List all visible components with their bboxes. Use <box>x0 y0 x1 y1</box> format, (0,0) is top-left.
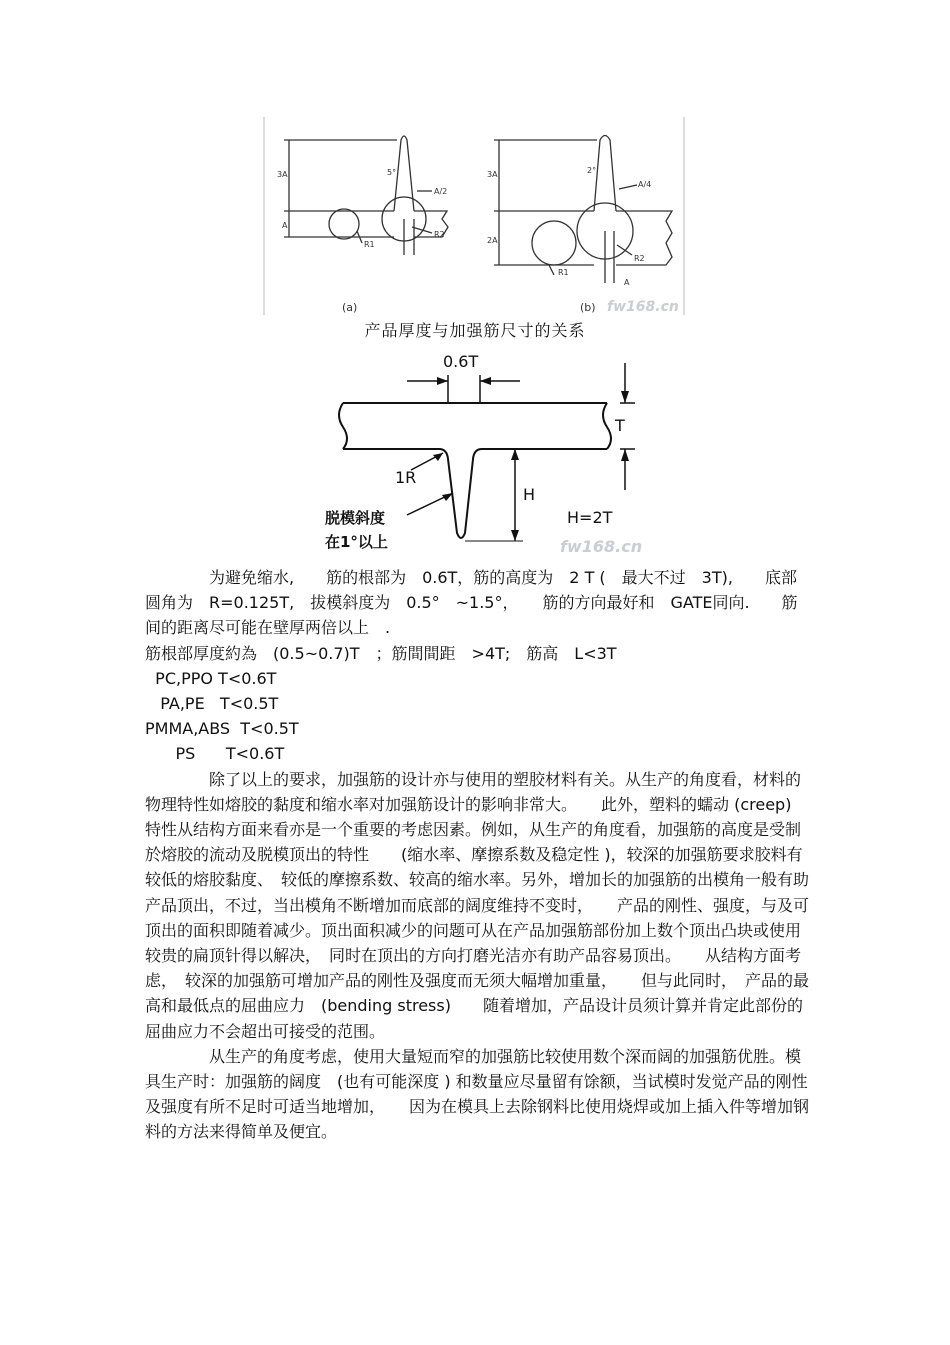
a-top-radius-label: A/2 <box>434 187 448 196</box>
draft-label-line2: 在1°以上 <box>325 533 388 551</box>
rib-section-drawing <box>315 345 660 560</box>
b-r2-label: R2 <box>634 254 645 263</box>
rib-dimension-figure <box>262 115 687 320</box>
a-r2-label: R2 <box>434 230 445 239</box>
height-label: H <box>523 485 536 504</box>
b-base-label: A <box>624 278 630 287</box>
material-line-4: PS T<0.6T <box>145 744 285 764</box>
material-line-3: PMMA,ABS T<0.5T <box>145 719 299 739</box>
rib-width-label: 0.6T <box>443 352 479 371</box>
a-height-label: 3A <box>277 170 288 179</box>
rib-section-figure <box>315 345 660 560</box>
material-line-2: PA,PE T<0.5T <box>145 694 279 714</box>
b-angle-label: 2° <box>587 166 597 175</box>
rib-guideline-paragraph: 为避免缩水, 筋的根部为 0.6T，筋的高度为 2 T ( 最大不过 3T), 底部圆角为 R=0.125T, 拔模斜度为 0.5° ~1.5°， 筋的方向最好和 GATE同向. 筋间的距离尽可能在壁厚两倍以上 . <box>145 568 798 638</box>
watermark-2: fw168.cn <box>560 537 643 556</box>
b-top-radius-label: A/4 <box>638 180 652 189</box>
rib-dimension-drawing <box>262 115 687 320</box>
a-thickness-label: A <box>282 221 288 230</box>
material-design-paragraph: 除了以上的要求，加强筋的设计亦与使用的塑胶材料有关。从生产的角度看，材料的物理特性如熔胶的黏度和缩水率对加强筋设计的影响非常大。 此外，塑料的蠕动 (creep) 特性从结构方面来看亦是一个重要的考虑因素。例如，从生产的角度看，加强筋的高度是受制於熔胶的流动及脱模顶出的特性 (缩水率、摩擦系数及稳定性 )，较深的加强筋要求胶料有较低的熔胶黏度、 较低的摩擦系数、较高的缩水率。另外，增加长的加强筋的出模角一般有助产品顶出，不过，当出模角不断增加而底部的阔度维持不变时， 产品的刚性、强度，与及可顶出的面积即随着减少。顶出面积减少的问题可从在产品加强筋部份加上数个顶出凸块或使用较贵的扁顶针得以解决， 同时在顶出的方向打磨光洁亦有助产品容易顶出。 从结构方面考虑， 较深的加强筋可增加产品的刚性及强度而无须大幅增加重量， 但与此同时， 产品的最高和最低点的屈曲应力 (bending stress) 随着增加，产品设计员须计算并肯定此部份的屈曲应力不会超出可接受的范围。 <box>145 769 810 1041</box>
figure-b-label: (b) <box>580 301 596 314</box>
b-height-label: 3A <box>487 170 498 179</box>
radius-label: 1R <box>395 468 417 487</box>
figure-caption: 产品厚度与加强筋尺寸的关系 <box>364 321 586 340</box>
production-paragraph: 从生产的角度考虑，使用大量短而窄的加强筋比较使用数个深而阔的加强筋优胜。模具生产时：加强筋的阔度 (也有可能深度 ) 和数量应尽量留有馀额，当试模时发觉产品的刚性及强度有所不足时可适当地增加， 因为在模具上去除钢料比使用烧焊或加上插入件等增加钢料的方法来得简单及便宜。 <box>145 1046 810 1142</box>
height-formula: H=2T <box>567 508 613 527</box>
watermark-1: fw168.cn <box>607 299 679 315</box>
a-r1-label: R1 <box>364 240 375 249</box>
material-line-1: PC,PPO T<0.6T <box>145 668 277 688</box>
b-thickness-label: 2A <box>487 236 498 245</box>
b-r1-label: R1 <box>558 268 569 277</box>
draft-label-line1: 脱模斜度 <box>325 509 386 527</box>
body-text <box>145 565 810 1145</box>
thickness-label: T <box>615 416 625 435</box>
rib-ratio-line: 筋根部厚度約為 (0.5~0.7)T ；筋間間距 >4T; 筋高 L<3T <box>145 643 617 663</box>
a-angle-label: 5° <box>387 168 397 177</box>
figure-a-label: (a) <box>342 301 358 314</box>
